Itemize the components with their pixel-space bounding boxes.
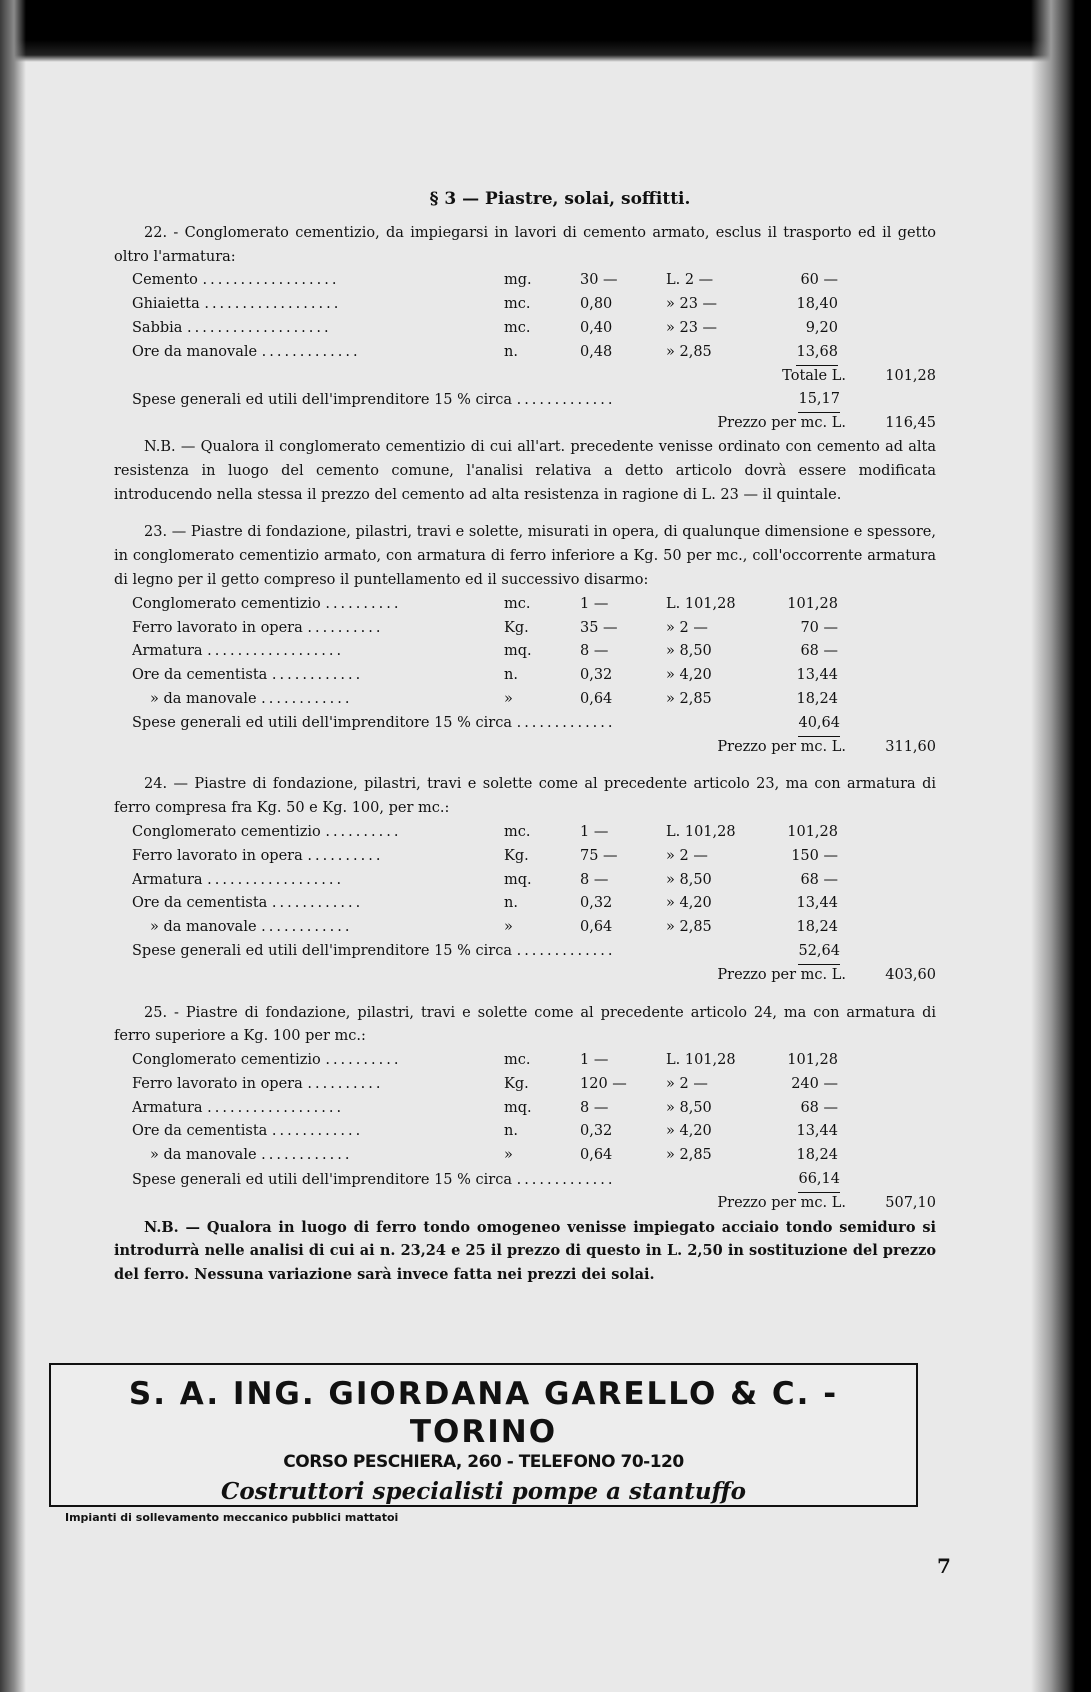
row-amount: 13,44 — [796, 895, 838, 912]
row-desc: Ferro lavorato in opera — [132, 847, 303, 864]
spese-label: Spese generali ed utili dell'imprenditore 15 % circa — [132, 715, 512, 732]
prezzo-amount: 507,10 — [885, 1194, 936, 1211]
row-unit: mc. — [504, 1052, 531, 1069]
table-row — [114, 1049, 936, 1073]
advert-address: CORSO PESCHIERA, 260 - TELEFONO 70-120 — [283, 1452, 684, 1472]
row-amount: 240 — — [791, 1075, 838, 1092]
dot-leader: .................. — [207, 1099, 345, 1116]
article-22 — [114, 222, 936, 508]
row-unit: mc. — [504, 595, 531, 612]
row-desc: » da manovale — [150, 1147, 257, 1164]
row-qty: 0,64 — [580, 690, 613, 707]
row-desc: Armatura — [132, 643, 203, 660]
row-amount: 101,28 — [787, 595, 838, 612]
row-qty: 0,64 — [580, 919, 613, 936]
dot-leader: ................... — [187, 319, 332, 336]
row-unit: mq. — [504, 871, 532, 888]
row-qty: 0,32 — [580, 1123, 613, 1140]
table-row — [114, 869, 936, 893]
row-qty: 1 — — [580, 1052, 609, 1069]
table-row — [114, 916, 936, 940]
row-price: » 2 — — [666, 1075, 708, 1092]
dot-leader: ............. — [516, 391, 616, 408]
row-price: » 8,50 — [666, 1099, 712, 1116]
row-qty: 8 — — [580, 871, 609, 888]
row-unit: mc. — [504, 319, 531, 336]
document-page — [114, 188, 936, 1287]
advertisement-box — [49, 1363, 918, 1524]
row-desc: Conglomerato cementizio — [132, 1052, 321, 1069]
prezzo-amount: 116,45 — [885, 415, 936, 432]
prezzo-line — [114, 1192, 936, 1216]
row-qty: 8 — — [580, 643, 609, 660]
prezzo-label: Prezzo per mc. L. — [717, 738, 846, 755]
row-desc: » da manovale — [150, 919, 257, 936]
spese-amount: 15,17 — [762, 388, 840, 413]
row-desc: » da manovale — [150, 690, 257, 707]
spese-label: Spese generali ed utili dell'imprenditore 15 % circa — [132, 943, 512, 960]
dot-leader: ............ — [261, 919, 353, 936]
dot-leader: ............ — [271, 1123, 364, 1140]
row-qty: 1 — — [580, 595, 609, 612]
dot-leader: .......... — [325, 595, 402, 612]
table-row — [114, 640, 936, 664]
dot-leader: ............ — [271, 895, 364, 912]
row-desc: Ferro lavorato in opera — [132, 619, 303, 636]
row-amount: 70 — — [800, 619, 838, 636]
dot-leader: .................. — [202, 272, 340, 289]
table-row — [114, 317, 936, 341]
totale-amount: 101,28 — [885, 367, 936, 384]
table-row — [114, 293, 936, 317]
article-intro: 22. - Conglomerato cementizio, da impiegarsi in lavori di cemento armato, esclus il trasporto ed il getto oltro l'armatura: — [114, 224, 936, 265]
article-intro: 24. — Piastre di fondazione, pilastri, travi e solette come al precedente articolo 23, ma con armatura di ferro compresa fra Kg. 50 e Kg. 100, per mc.: — [114, 776, 936, 817]
row-amount: 13,44 — [796, 1123, 838, 1140]
row-price: » 4,20 — [666, 895, 712, 912]
row-price: » 2,85 — [666, 344, 712, 361]
section-title: § 3 — Piastre, solai, soffitti. — [429, 189, 691, 209]
prezzo-label: Prezzo per mc. L. — [717, 966, 846, 983]
dot-leader: .................. — [204, 296, 342, 313]
row-desc: Ore da cementista — [132, 1123, 268, 1140]
dot-leader: .......... — [307, 1075, 384, 1092]
row-desc: Ore da cementista — [132, 895, 268, 912]
row-price: L. 2 — — [666, 272, 714, 289]
row-unit: » — [504, 690, 513, 707]
row-price: » 23 — — [666, 296, 718, 313]
spese-amount: 40,64 — [762, 712, 840, 737]
nota-bene: N.B. — Qualora in luogo di ferro tondo omogeneo venisse impiegato acciaio tondo semiduro si introdurrà nelle analisi di cui ai n. 23,24 e 25 il prezzo di questo in L. 2,50 in sostituzione del prezzo del ferro. Nessuna variazione sarà invece fatta nei prezzi dei solai. — [114, 1218, 936, 1284]
advert-tagline: Costruttori specialisti pompe a stantuffo — [221, 1478, 746, 1505]
row-unit: mg. — [504, 272, 532, 289]
table-row — [114, 593, 936, 617]
row-qty: 35 — — [580, 619, 618, 636]
row-qty: 1 — — [580, 823, 609, 840]
prezzo-label: Prezzo per mc. L. — [717, 415, 846, 432]
dot-leader: ............. — [261, 344, 361, 361]
row-desc: Ore da cementista — [132, 667, 268, 684]
prezzo-amount: 311,60 — [885, 738, 936, 755]
table-row — [114, 341, 936, 365]
dot-leader: ............. — [516, 1171, 616, 1188]
prezzo-amount: 403,60 — [885, 966, 936, 983]
dot-leader: .......... — [325, 823, 402, 840]
row-amount: 68 — — [800, 1099, 838, 1116]
table-row — [114, 821, 936, 845]
article-25 — [114, 1002, 936, 1288]
spese-label: Spese generali ed utili dell'imprenditore 15 % circa — [132, 391, 512, 408]
row-price: » 8,50 — [666, 643, 712, 660]
row-desc: Conglomerato cementizio — [132, 823, 321, 840]
table-row — [114, 1073, 936, 1097]
row-qty: 0,80 — [580, 296, 613, 313]
row-unit: Kg. — [504, 1075, 529, 1092]
row-unit: mc. — [504, 296, 531, 313]
spese-label: Spese generali ed utili dell'imprenditore 15 % circa — [132, 1171, 512, 1188]
row-price: » 2,85 — [666, 919, 712, 936]
spese-row — [114, 388, 936, 412]
row-amount: 60 — — [800, 272, 838, 289]
scan-border-left — [0, 0, 26, 1692]
row-unit: mc. — [504, 823, 531, 840]
row-qty: 75 — — [580, 847, 618, 864]
scan-border-right — [1031, 0, 1091, 1692]
row-qty: 120 — — [580, 1075, 627, 1092]
scan-border-top — [0, 0, 1091, 62]
row-unit: Kg. — [504, 619, 529, 636]
row-qty: 0,40 — [580, 319, 613, 336]
article-23 — [114, 521, 936, 759]
row-amount: 150 — — [791, 847, 838, 864]
dot-leader: ............. — [516, 943, 616, 960]
dot-leader: ............ — [271, 667, 364, 684]
table-row — [114, 688, 936, 712]
prezzo-line — [114, 736, 936, 760]
row-price: » 2 — — [666, 619, 708, 636]
nota-bene: N.B. — Qualora il conglomerato cementizio di cui all'art. precedente venisse ordinato con cemento ad alta resistenza in luogo del cemento comune, l'analisi relativa a detto articolo dovrà essere modificata introducendo nella stessa il prezzo del cemento ad alta resistenza in ragione di L. 23 — il quintale. — [114, 438, 936, 503]
table-row — [114, 1097, 936, 1121]
row-price: » 2,85 — [666, 1147, 712, 1164]
row-unit: » — [504, 1147, 513, 1164]
row-unit: n. — [504, 667, 518, 684]
row-price: » 2,85 — [666, 690, 712, 707]
row-qty: 30 — — [580, 272, 618, 289]
row-amount: 68 — — [800, 871, 838, 888]
table-row — [114, 664, 936, 688]
row-amount: 18,24 — [796, 1147, 838, 1164]
row-price: L. 101,28 — [666, 823, 736, 840]
page-number: 7 — [937, 1554, 951, 1578]
row-amount: 13,44 — [796, 667, 838, 684]
row-desc: Sabbia — [132, 319, 183, 336]
row-amount: 101,28 — [787, 823, 838, 840]
spese-row — [114, 940, 936, 964]
spese-amount: 66,14 — [762, 1168, 840, 1193]
spese-amount: 52,64 — [762, 940, 840, 965]
row-unit: n. — [504, 344, 518, 361]
row-unit: n. — [504, 895, 518, 912]
row-price: L. 101,28 — [666, 595, 736, 612]
row-unit: n. — [504, 1123, 518, 1140]
article-24 — [114, 773, 936, 987]
dot-leader: ............ — [261, 690, 353, 707]
dot-leader: .......... — [307, 847, 384, 864]
table-row — [114, 617, 936, 641]
row-qty: 0,48 — [580, 344, 613, 361]
row-amount: 18,24 — [796, 690, 838, 707]
row-amount: 9,20 — [805, 319, 838, 336]
spese-row — [114, 712, 936, 736]
row-qty: 0,32 — [580, 667, 613, 684]
totale-label: Totale L. — [782, 367, 846, 384]
row-unit: Kg. — [504, 847, 529, 864]
row-qty: 0,32 — [580, 895, 613, 912]
advert-services: Impianti di sollevamento meccanico pubblici mattatoi — [65, 1511, 399, 1524]
row-desc: Conglomerato cementizio — [132, 595, 321, 612]
row-amount: 18,40 — [796, 296, 838, 313]
totale-line — [114, 365, 936, 389]
row-amount: 13,68 — [762, 341, 838, 366]
row-price: » 23 — — [666, 319, 718, 336]
row-qty: 8 — — [580, 1099, 609, 1116]
row-desc: Armatura — [132, 871, 203, 888]
prezzo-line — [114, 964, 936, 988]
dot-leader: .......... — [307, 619, 384, 636]
dot-leader: .......... — [325, 1052, 402, 1069]
prezzo-label: Prezzo per mc. L. — [717, 1194, 846, 1211]
dot-leader: ............ — [261, 1147, 353, 1164]
article-intro: 23. — Piastre di fondazione, pilastri, travi e solette, misurati in opera, di qualunque dimensione e spessore, in conglomerato cementizio armato, con armatura di ferro inferiore a Kg. 50 per mc., coll'occorrente armatura di legno per il getto compreso il puntellamento ed il successivo disarmo: — [114, 524, 936, 588]
article-intro: 25. - Piastre di fondazione, pilastri, travi e solette come al precedente articolo 24, ma con armatura di ferro superiore a Kg. 100 per mc.: — [114, 1004, 936, 1045]
article-22-rows — [114, 269, 936, 364]
table-row — [114, 1120, 936, 1144]
row-unit: mq. — [504, 1099, 532, 1116]
row-price: » 4,20 — [666, 667, 712, 684]
dot-leader: ............. — [516, 715, 616, 732]
row-desc: Ferro lavorato in opera — [132, 1075, 303, 1092]
table-row — [114, 269, 936, 293]
prezzo-line — [114, 412, 936, 436]
row-price: » 2 — — [666, 847, 708, 864]
row-desc: Ore da manovale — [132, 344, 258, 361]
row-unit: » — [504, 919, 513, 936]
table-row — [114, 845, 936, 869]
row-desc: Cemento — [132, 272, 198, 289]
row-amount: 101,28 — [787, 1052, 838, 1069]
row-desc: Armatura — [132, 1099, 203, 1116]
spese-row — [114, 1168, 936, 1192]
row-unit: mq. — [504, 643, 532, 660]
row-qty: 0,64 — [580, 1147, 613, 1164]
row-amount: 68 — — [800, 643, 838, 660]
row-price: L. 101,28 — [666, 1052, 736, 1069]
dot-leader: .................. — [207, 643, 345, 660]
table-row — [114, 892, 936, 916]
dot-leader: .................. — [207, 871, 345, 888]
row-desc: Ghiaietta — [132, 296, 200, 313]
table-row — [114, 1144, 936, 1168]
advert-company-name: S. A. ING. GIORDANA GARELLO & C. - TORINO — [128, 1376, 839, 1450]
row-amount: 18,24 — [796, 919, 838, 936]
row-price: » 8,50 — [666, 871, 712, 888]
row-price: » 4,20 — [666, 1123, 712, 1140]
